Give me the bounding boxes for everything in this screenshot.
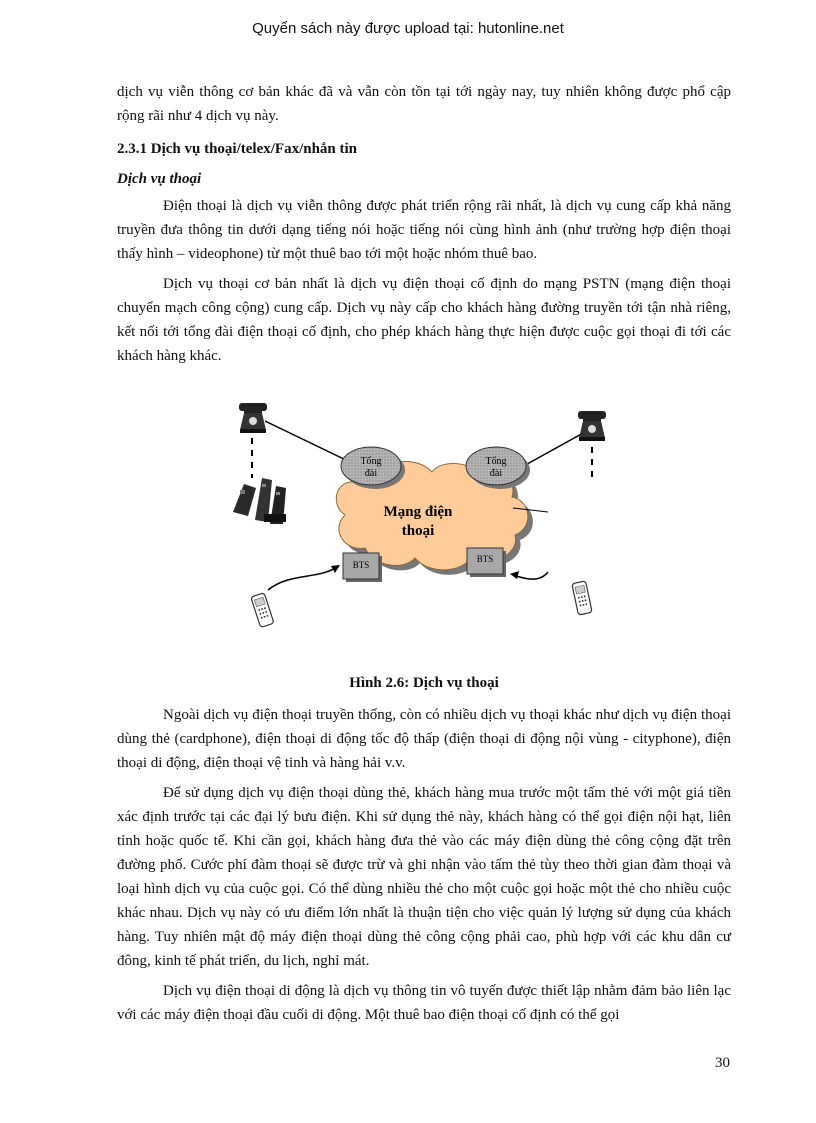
bts-left-label: BTS xyxy=(352,560,370,570)
cloud-label-line2: thoại xyxy=(401,523,435,539)
paragraph-5: Dịch vụ điện thoại di động là dịch vụ thông tin vô tuyến được thiết lập nhằm đảm bảo liên lạc với các máy điện thoại đầu cuối di động. Một thuê bao điện thoại cố định có thể gọi xyxy=(117,983,731,1023)
switch-left-label-line1: Tổng xyxy=(360,456,382,467)
bts-right-label: BTS xyxy=(476,554,494,564)
section-heading: 2.3.1 Dịch vụ thoại/telex/Fax/nhắn tin xyxy=(117,141,358,157)
mobile-phone-icon-left xyxy=(251,593,274,628)
radio-link-left xyxy=(268,566,338,590)
paragraph-3: Ngoài dịch vụ điện thoại truyền thống, còn có nhiều dịch vụ thoại khác như dịch vụ điện thoại dùng thẻ (cardphone), điện thoại di động tốc độ thấp (điện thoại di động nội vùng - cityphone), điện thoại di động, điện thoại vệ tinh và hàng hải v.v. xyxy=(117,707,731,771)
desk-phone-icon-left xyxy=(239,403,267,433)
link-line-right xyxy=(520,432,585,468)
radio-link-right-arrow xyxy=(510,571,519,579)
paragraph-4: Để sử dụng dịch vụ điện thoại dùng thẻ, khách hàng mua trước một tấm thẻ với một giá tiền xác định trước tại các đại lý bưu điện. Khi sử dụng thẻ này, khách hàng có thể gọi điện nội hạt, liên tỉnh hoặc quốc tế. Khi cần gọi, khách hàng đưa thẻ vào các máy điện dùng thẻ công cộng đặt trên đường phố. Cước phí đàm thoại sẽ được trừ và ghi nhận vào tấm thẻ tùy theo thời gian đàm thoại và loại hình dịch vụ của cuộc gọi. Có thể dùng nhiều thẻ cho một cuộc gọi hoặc một thẻ cho nhiều cuộc khác nhau. Dịch vụ này có ưu điểm lớn nhất là thuận tiện cho việc quản lý lượng sử dụng của khách hàng. Tuy nhiên mật độ máy điện thoại dùng thẻ công cộng phải cao, phù hợp với các khu dân cư đông, kinh tế phát triển, du lịch, nghỉ mát. xyxy=(117,785,731,969)
page-number: 30 xyxy=(715,1055,730,1071)
text-block-bottom xyxy=(117,703,731,1027)
paragraph-1: Điện thoại là dịch vụ viễn thông được phát triển rộng rãi nhất, là dịch vụ cung cấp khả năng truyền đưa thông tin dưới dạng tiếng nói hoặc tiếng nói cùng hình ảnh (như trường hợp điện thoại thấy hình – videophone) từ một thuê bao tới một hoặc nhóm thuê bao. xyxy=(117,198,731,262)
desk-phone-icon-right xyxy=(578,411,606,441)
subheading: Dịch vụ thoại xyxy=(117,171,202,187)
figure-caption: Hình 2.6: Dịch vụ thoại xyxy=(349,675,499,691)
paragraph-2: Dịch vụ thoại cơ bản nhất là dịch vụ điện thoại cố định do mạng PSTN (mạng điện thoại chuyển mạch công cộng) cung cấp. Dịch vụ này cấp cho khách hàng đường truyền tới tận nhà riêng, kết nối tới tổng đài điện thoại cố định, cho phép khách hàng thực hiện được cuộc gọi thoại đi tới các khách hàng khác. xyxy=(117,276,731,364)
paragraph-intro: dịch vụ viễn thông cơ bản khác đã và vẫn còn tồn tại tới ngày nay, tuy nhiên không được phổ cập rộng rãi như 4 dịch vụ này. xyxy=(117,84,731,124)
mobile-phone-icon-right xyxy=(572,581,592,615)
upload-note-header: Quyển sách này được upload tại: hutonline.net xyxy=(252,20,564,37)
switch-left-label-line2: đài xyxy=(364,468,378,479)
cordless-phones-icon xyxy=(233,478,286,524)
cloud-label-line1: Mạng điện xyxy=(383,504,453,520)
link-line-left xyxy=(265,421,350,462)
switch-right-label-line1: Tổng xyxy=(485,456,507,467)
switch-right-label-line2: đài xyxy=(489,468,503,479)
